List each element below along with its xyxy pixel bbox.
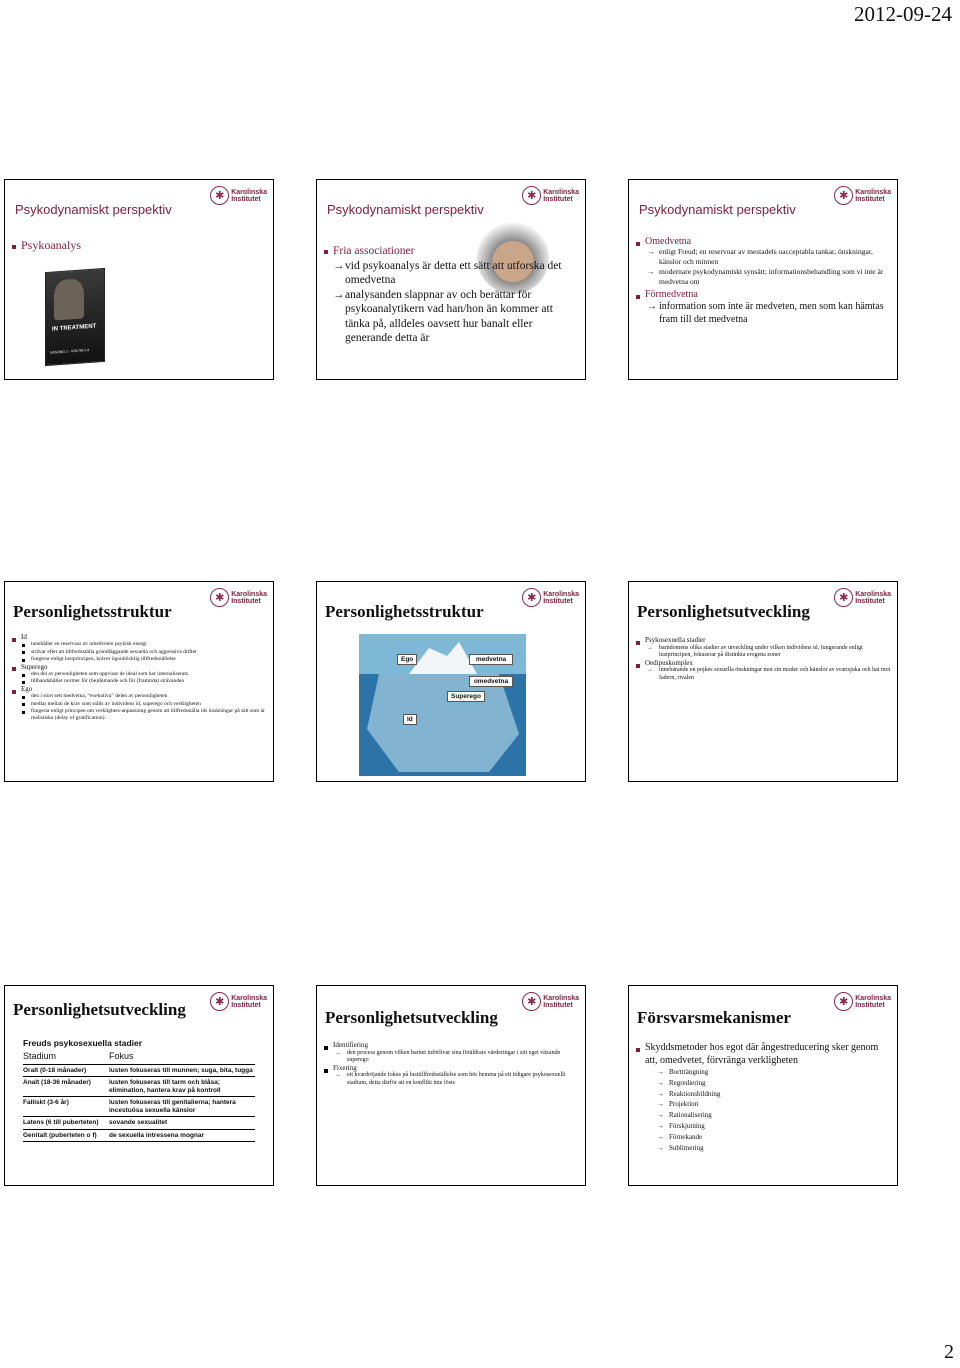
logo: ✱ Karolinska Institutet [210,992,267,1011]
stages-table [23,1050,255,1142]
sub-point: innehåller en reservoar av omedveten psykisk energi [11,641,267,648]
ki-seal-icon: ✱ [522,992,541,1011]
sub-point: fungerar enligt lustprincipen, kräver ögonblicklig tillfredsställelse [11,656,267,663]
arrow-point: → analysanden slappnar av och berättar för psykoanalytikern vad han/hon än kommer att tänka på, alldeles oavsett hur banalt eller generande detta är [331,288,579,346]
slide-9 [628,985,898,1186]
table-header: Stadium Fokus [23,1050,255,1064]
table-row: Latens (6 till puberteten) sovande sexualitet [23,1117,255,1130]
bullet: Id [11,634,267,641]
logo: ✱ Karolinska Institutet [834,588,891,607]
ego-label: Ego [397,654,417,665]
slide-title: Psykodynamiskt perspektiv [639,202,796,217]
logo: ✱ Karolinska Institutet [522,186,579,205]
bullet: Psykoanalys [11,238,267,253]
logo: ✱ Karolinska Institutet [210,588,267,607]
arrow-point: → Rationalisering [655,1110,891,1121]
ki-seal-icon: ✱ [210,186,229,205]
slide-title: Personlighetsutveckling [13,1000,186,1019]
logo: ✱ Karolinska Institutet [522,588,579,607]
bullet: Superego [11,664,267,671]
arrow-point: → vid psykoanalys är detta ett sätt att utforska det omedvetna [331,259,579,288]
slide-4 [4,581,274,782]
slide-8 [316,985,586,1186]
arrow-point: → ett kvardröjande fokus på lusttillfredsställelse som hör hemma på ett tidigare psykosexuellt stadium, detta därför att en konflikt inte lösts [333,1072,579,1087]
slide-2 [316,179,586,380]
arrow-point: → information som inte är medveten, men som kan hämtas fram till det medvetna [645,300,891,326]
sub-point: den i stort sett medvetna, “exekutiva” delen av personligheten [11,693,267,700]
medvetna-label: medvetna [469,654,513,665]
arrow-point: → den process genom vilken barnet införlivar sina föräldrars värderingar i sitt eget växande superego [333,1050,579,1065]
slide-title: Psykodynamiskt perspektiv [327,202,484,217]
ki-seal-icon: ✱ [522,588,541,607]
sub-point: strävar efter att tillfredsställa grundläggande sexuella och aggressiva drifter [11,649,267,656]
arrow-point: → barndomens olika stadier av utveckling under vilken individens id, fungerande enligt lustprincipen, fokuserar på distinkta erogena zoner [645,645,891,660]
arrow-point: → Bortträngning [655,1067,891,1078]
ki-seal-icon: ✱ [210,588,229,607]
slide-title: Personlighetsstruktur [13,602,172,621]
id-label: Id [403,714,417,725]
arrow-point: → modernare psykodynamiskt synsätt; informationsbehandling som vi inte är medvetna om [645,267,891,287]
ki-seal-icon: ✱ [522,186,541,205]
sub-point: tillhandahåller normer för (be)dömande och för (framtida) strävanden [11,678,267,685]
table-title: Freuds psykosexuella stadier [23,1038,143,1048]
page-number: 2 [944,1341,954,1363]
arrow-point: → enligt Freud; en reservoar av mestadels oacceptabla tankar, önskningar, känslor och minnen [645,247,891,267]
table-row: Oralt (0-18 månader) lusten fokuseras till munnen; suga, bita, tugga [23,1064,255,1077]
arrow-point: → Förnekande [655,1132,891,1143]
bullet: Identifiering [323,1042,579,1050]
arrow-point: → Reaktionsbildning [655,1089,891,1100]
table-row: Analt (18-36 månader) lusten fokuseras till tarm och blåsa; elimination, hantera krav på kontroll [23,1077,255,1097]
ki-seal-icon: ✱ [210,992,229,1011]
header-date: 2012-09-24 [854,2,952,26]
slide-6 [628,581,898,782]
arrow-point: → Sublimering [655,1143,891,1154]
superego-label: Superego [447,691,485,702]
bullet: Ego [11,686,267,693]
slide-3 [628,179,898,380]
slide-title: Personlighetsutveckling [637,602,810,621]
bullet: Psykosexuella stadier [635,637,891,645]
arrow-point: → Regrediering [655,1078,891,1089]
sub-point: den del av personligheten som uppvisar de ideal som har internaliserats [11,671,267,678]
logo: ✱ Karolinska Institutet [834,992,891,1011]
omedvetna-label: omedvetna [469,676,513,687]
sub-point: fungerar enligt principen om verklighets-anpassning genom att tillfredsställa ids önskningar på sätt som är realistiska (delay of gratification). [11,708,267,723]
dvd-cover-image: IN TREATMENT SÄSONG 1 · VOLYM 1-4 [45,268,105,366]
slide-5 [316,581,586,782]
bullet: Fria associationer [323,244,579,259]
bullet: Omedvetna [635,236,891,247]
arrow-point: → innebärande en pojkes sexuella önskningar mot sin moder och känslor av svartsjuka och hat mot fadern, rivalen [645,667,891,682]
slide-title: Psykodynamiskt perspektiv [15,202,172,217]
iceberg-diagram [359,634,526,776]
logo: ✱ Karolinska Institutet [522,992,579,1011]
bullet: Förmedvetna [635,289,891,300]
ki-seal-icon: ✱ [834,186,853,205]
arrow-point: → Projektion [655,1099,891,1110]
slide-1 [4,179,274,380]
slide-title: Personlighetsstruktur [325,602,484,621]
logo: ✱ Karolinska Institutet [834,186,891,205]
slide-title: Personlighetsutveckling [325,1008,498,1027]
ki-seal-icon: ✱ [834,992,853,1011]
sub-point: medlar mellan de krav som ställs av individens id, superego och verkligheten [11,701,267,708]
ki-seal-icon: ✱ [834,588,853,607]
slide-title: Försvarsmekanismer [637,1008,791,1027]
arrow-point: → Förskjutning [655,1121,891,1132]
bullet: Skyddsmetoder hos egot där ångestreducering sker genom att, omedvetet, förvränga verkligheten [635,1042,891,1067]
bullet: Oedipuskomplex [635,660,891,668]
table-row: Genitalt (puberteten o f) de sexuella intressena mognar [23,1129,255,1142]
slide-7 [4,985,274,1186]
table-row: Falliskt (3-6 år) lusten fokuseras till genitalierna; hantera incestuösa sexuella känslor [23,1097,255,1117]
logo: ✱ Karolinska Institutet [210,186,267,205]
bullet: Fixering [323,1065,579,1073]
